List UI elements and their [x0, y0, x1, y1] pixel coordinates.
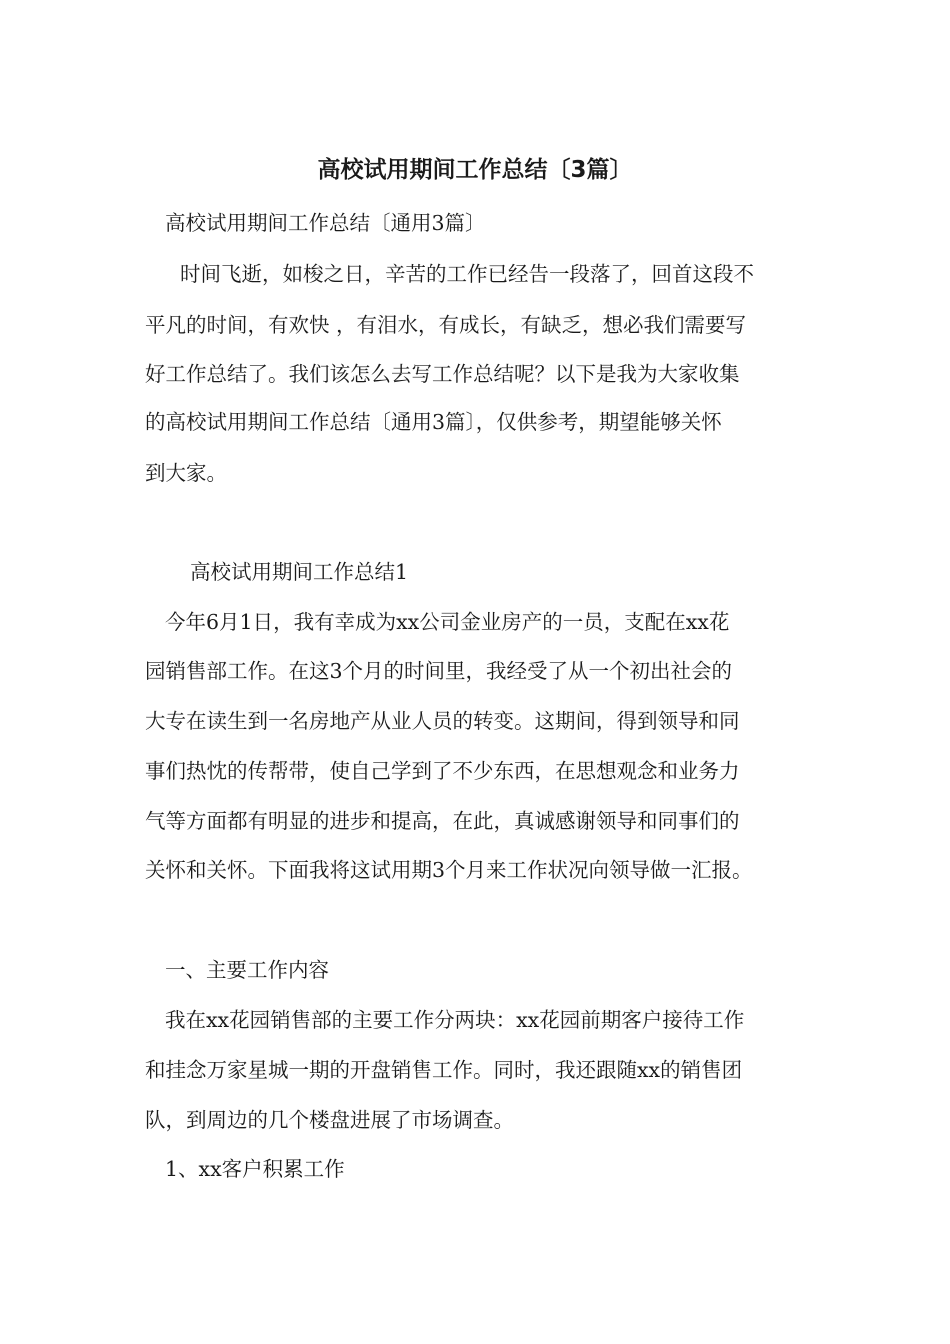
body-line: 大专在读生到一名房地产从业人员的转变。这期间，得到领导和同	[145, 709, 740, 733]
body-line: 我在xx花园销售部的主要工作分两块：xx花园前期客户接待工作	[165, 1008, 745, 1032]
body-line: 事们热忱的传帮带，使自己学到了不少东西，在思想观念和业务力	[145, 759, 740, 783]
body-line: 气等方面都有明显的进步和提高，在此，真诚感谢领导和同事们的	[145, 809, 740, 833]
part-heading: 一、主要工作内容	[165, 958, 329, 982]
body-line: 和挂念万家星城一期的开盘销售工作。同时，我还跟随xx的销售团	[145, 1058, 743, 1082]
document-title: 高校试用期间工作总结〔3篇〕	[317, 157, 633, 183]
section-heading: 高校试用期间工作总结1	[190, 560, 409, 584]
item-heading: 1、xx客户积累工作	[165, 1157, 345, 1181]
body-line: 队，到周边的几个楼盘进展了市场调查。	[145, 1108, 514, 1132]
intro-line: 好工作总结了。我们该怎么去写工作总结呢？以下是我为大家收集	[145, 362, 740, 386]
document-subtitle: 高校试用期间工作总结〔通用3篇〕	[165, 211, 486, 235]
body-line: 园销售部工作。在这3个月的时间里，我经受了从一个初出社会的	[145, 659, 733, 683]
intro-line: 到大家。	[145, 461, 227, 485]
intro-line: 平凡的时间，有欢快 ，有泪水，有成长，有缺乏，想必我们需要写	[145, 313, 747, 337]
body-line: 今年6月1日，我有幸成为xx公司金业房产的一员，支配在xx花	[165, 610, 730, 634]
intro-line: 的高校试用期间工作总结〔通用3篇〕，仅供参考，期望能够关怀	[145, 410, 722, 434]
body-line: 关怀和关怀。下面我将这试用期3个月来工作状况向领导做一汇报。	[145, 858, 753, 882]
intro-line: 时间飞逝，如梭之日，辛苦的工作已经告一段落了，回首这段不	[180, 262, 754, 286]
